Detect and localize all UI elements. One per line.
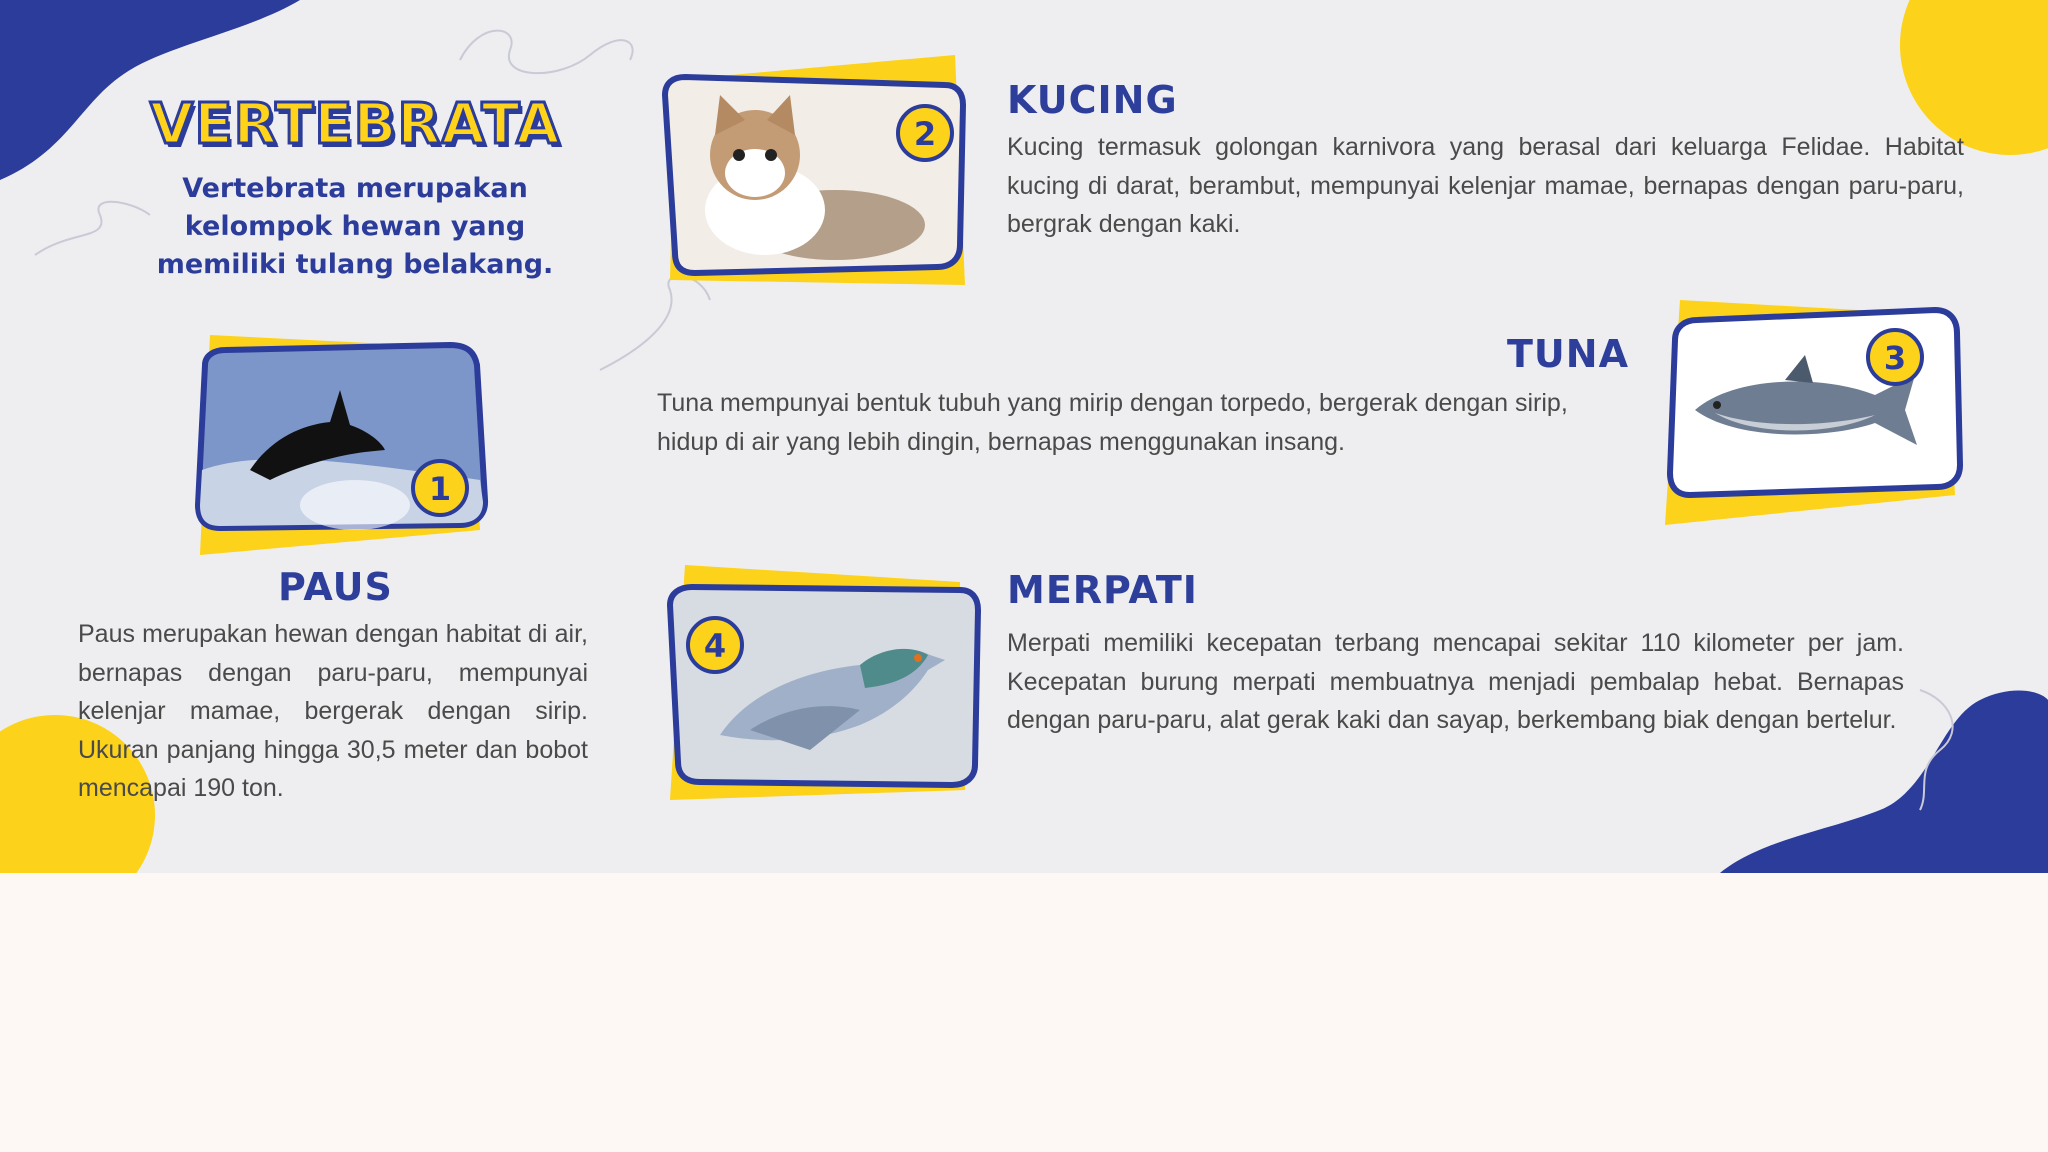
paus-description: Paus merupakan hewan dengan habitat di air, bernapas dengan paru-paru, mempunyai kelenjar mamae, bergerak dengan sirip. Ukuran panjang hingga 30,5 meter dan bobot mencapai 190 ton. [78,620,588,802]
pigeon-image [660,560,990,805]
merpati-description: Merpati memiliki kecepatan terbang mencapai sekitar 110 kilometer per jam. Kecepatan burung merpati membuatnya menjadi pembalap hebat. Bernapas dengan paru-paru, alat gerak kaki dan sayap, berkembang biak dengan bertelur. [1007,629,1904,734]
paus-heading: PAUS [278,565,393,609]
merpati-heading: MERPATI [1007,568,1198,612]
badge-number-1: 1 [428,470,452,508]
badge-number-4: 4 [703,627,727,665]
tuna-heading: TUNA [1507,332,1629,376]
intro-text: Vertebrata merupakan kelompok hewan yang memiliki tulang belakang. [156,173,554,280]
badge-number-3: 3 [1883,339,1907,377]
badge-number-2: 2 [913,115,937,153]
cat-image [655,55,980,295]
kucing-heading: KUCING [1007,78,1178,122]
poster-title: VERTEBRATA [150,92,561,157]
tuna-image [1655,295,1970,530]
orca-whale-image [180,330,500,560]
tuna-description: Tuna mempunyai bentuk tubuh yang mirip dengan torpedo, bergerak dengan sirip, hidup di air yang lebih dingin, bernapas menggunakan insang. [657,389,1568,456]
kucing-description: Kucing termasuk golongan karnivora yang berasal dari keluarga Felidae. Habitat kucing di darat, berambut, mempunyai kelenjar mamae, bernapas dengan paru-paru, bergrak dengan kaki. [1007,133,1964,238]
